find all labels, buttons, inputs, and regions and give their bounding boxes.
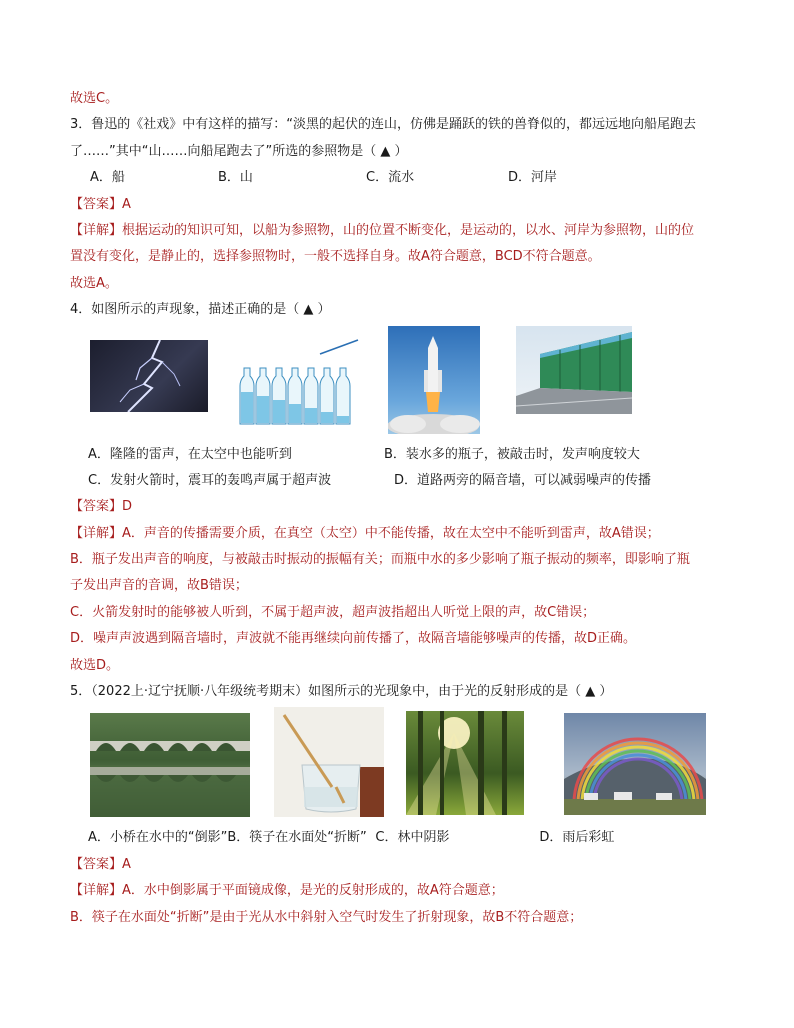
q5-stem: 5．（2022上·辽宁抚顺·八年级统考期末）如图所示的光现象中，由于光的反射形成的是（ ▲ ） <box>70 684 613 700</box>
detail-text: A．声音的传播需要介质，在真空（太空）中不能传播，故在太空中不能听到雷声，故A错误； <box>122 525 660 541</box>
detail-tag: 【详解】 <box>70 525 123 541</box>
sound-barrier-image <box>516 326 632 414</box>
q4-detail-line-3: 子发出声音的音调，故B错误； <box>70 578 248 594</box>
rainbow-image <box>564 713 706 815</box>
answer-value: A <box>122 196 131 212</box>
q3-option-d: D．河岸 <box>508 170 558 186</box>
q5-option-a: A．小桥在水中的“倒影” <box>88 830 228 846</box>
q5-option-b: B．筷子在水面处“折断” <box>227 830 367 846</box>
q4-options-row-2 <box>70 470 730 492</box>
q5-option-c: C．林中阴影 <box>375 830 450 846</box>
q4-detail-line-2: B．瓶子发出声音的响度，与被敲击时振动的振幅有关；而瓶中水的多少影响了瓶子振动的频率，即影响了瓶 <box>70 552 690 568</box>
q4-conclusion: 故选D。 <box>70 657 120 673</box>
q3-conclusion: 故选A。 <box>70 275 118 291</box>
q3-answer <box>70 194 730 216</box>
answer-tag: 【答案】 <box>70 499 123 515</box>
q4-option-d: D．道路两旁的隔音墙，可以减弱噪声的传播 <box>394 472 652 488</box>
q4-option-a: A．隆隆的雷声，在太空中也能听到 <box>88 446 292 462</box>
q4-detail-line-4: C．火箭发射时的能够被人听到，不属于超声波，超声波指超出人听觉上限的声，故C错误； <box>70 604 596 620</box>
q5-detail-line-2: B．筷子在水面处“折断”是由于光从水中斜射入空气时发生了折射现象，故B不符合题意； <box>70 909 583 925</box>
q4-option-c: C．发射火箭时，震耳的轰鸣声属于超声波 <box>88 472 332 488</box>
detail-text: A．水中倒影属于平面镜成像，是光的反射形成的，故A符合题意； <box>122 883 504 899</box>
q4-option-b: B．装水多的瓶子，被敲击时，发声响度较大 <box>384 446 640 462</box>
q4-image-row <box>70 326 730 438</box>
q4-stem: 4．如图所示的声现象，描述正确的是（ ▲ ） <box>70 302 331 318</box>
q5-image-row <box>70 707 730 821</box>
q5-detail-line-1 <box>70 880 730 902</box>
answer-value: D <box>122 499 133 515</box>
detail-tag: 【详解】 <box>70 883 123 899</box>
q4-options-row-1 <box>70 444 730 466</box>
detail-tag: 【详解】 <box>70 222 123 238</box>
q5-options <box>70 827 730 849</box>
q3-option-b: B．山 <box>218 170 253 186</box>
q3-detail-line-1 <box>70 220 730 242</box>
q3-stem-line-1: 3．鲁迅的《社戏》中有这样的描写：“淡黑的起伏的连山，仿佛是踊跃的铁的兽脊似的，都远远地向船尾跑去 <box>70 117 697 133</box>
q3-options <box>70 167 730 189</box>
rocket-launch-image <box>388 326 480 434</box>
document-page <box>70 88 730 933</box>
answer-value: A <box>122 856 131 872</box>
chopstick-in-water-image <box>274 707 384 817</box>
q3-detail-line-2: 置没有变化，是静止的，选择参照物时，一般不选择自身。故A符合题意，BCD不符合题意。 <box>70 249 601 265</box>
q5-answer <box>70 854 730 876</box>
q4-detail-line-5: D．噪声声波遇到隔音墙时，声波就不能再继续向前传播了，故隔音墙能够噪声的传播，故D正确。 <box>70 631 637 647</box>
q5-option-d: D．雨后彩虹 <box>539 830 615 846</box>
q3-option-a: A．船 <box>90 170 125 186</box>
answer-tag: 【答案】 <box>70 856 123 872</box>
answer-tag: 【答案】 <box>70 196 123 212</box>
prev-conclusion: 故选C。 <box>70 91 119 106</box>
detail-text: 根据运动的知识可知，以船为参照物，山的位置不断变化，是运动的，以水、河岸为参照物，山的位 <box>122 222 695 238</box>
forest-shadow-image <box>406 711 524 815</box>
q4-detail-line-1 <box>70 523 730 545</box>
lightning-image <box>90 340 208 412</box>
q3-option-c: C．流水 <box>366 170 415 186</box>
q3-stem-line-2: 了……”其中“山……向船尾跑去了”所选的参照物是（ ▲ ） <box>70 143 408 159</box>
bridge-reflection-image <box>90 713 250 817</box>
water-bottles-image <box>238 332 364 428</box>
q4-answer <box>70 496 730 518</box>
